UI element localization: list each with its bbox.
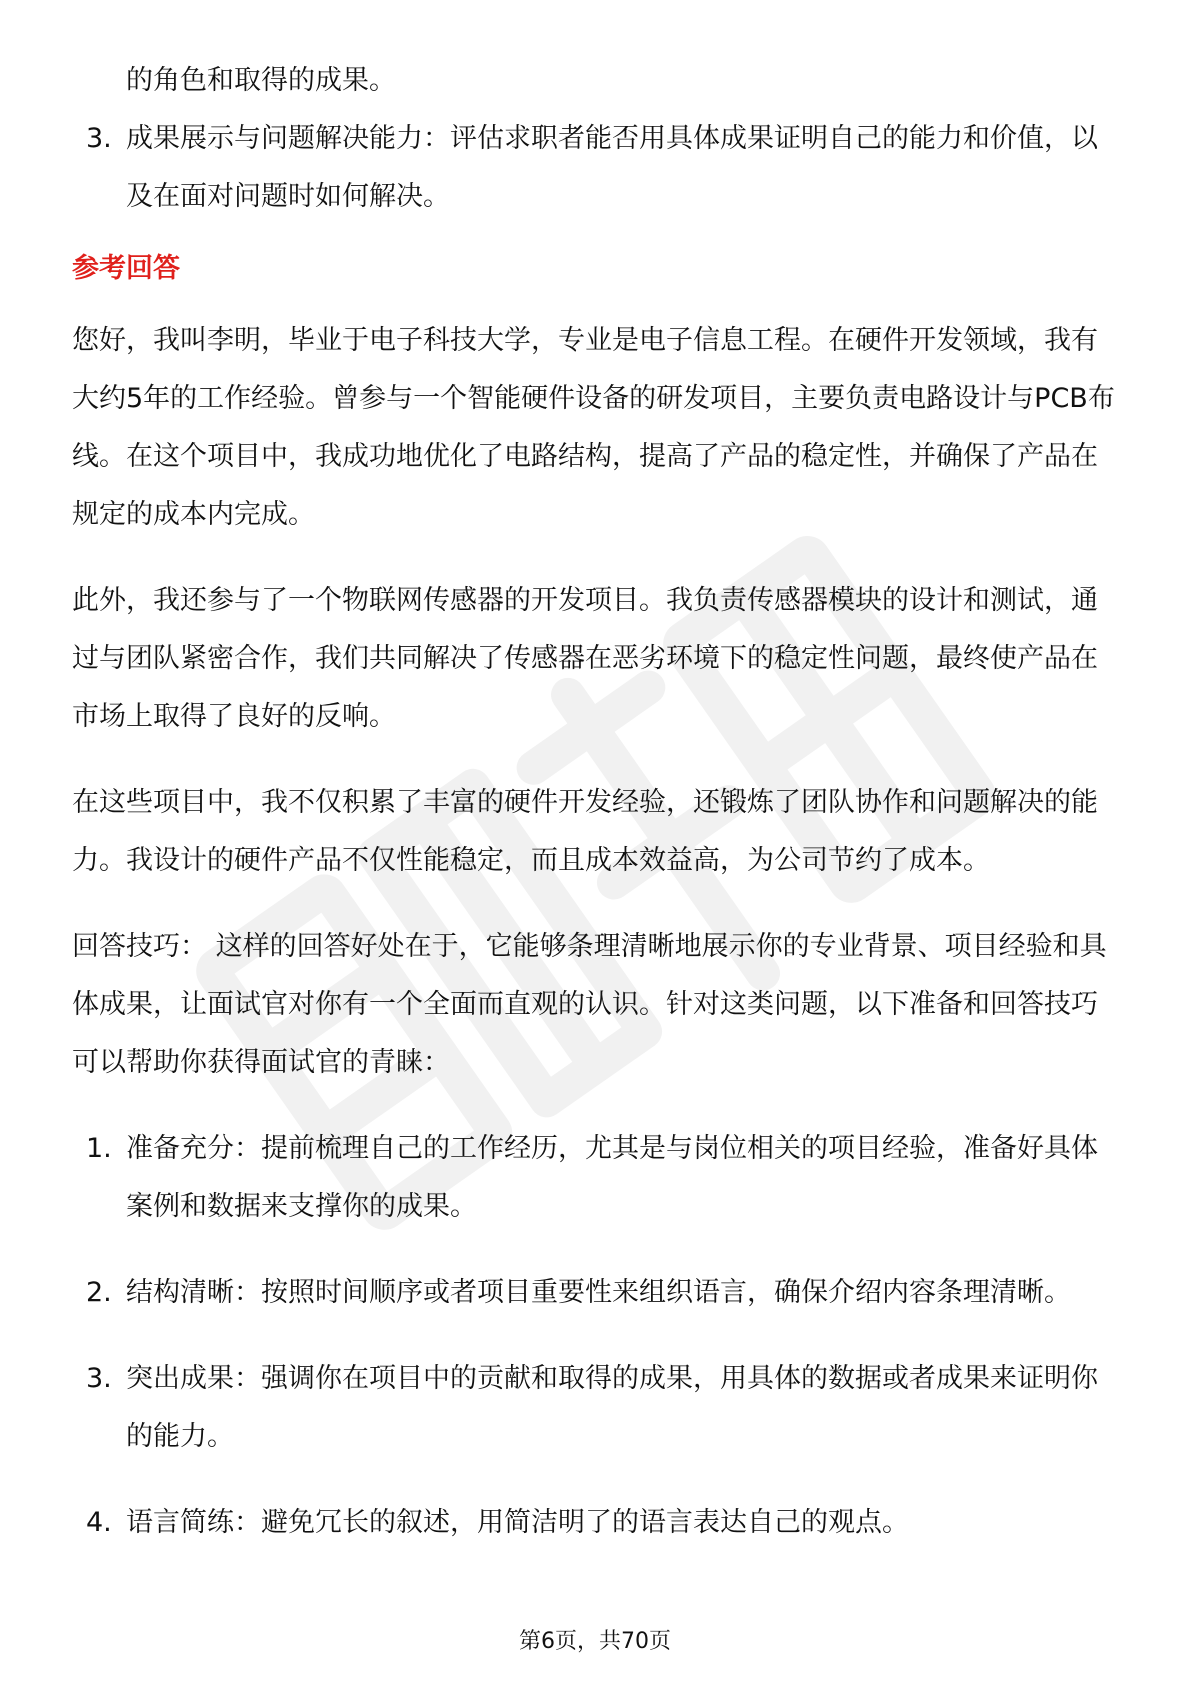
list-item-text: 准备充分：提前梳理自己的工作经历，尤其是与岗位相关的项目经验，准备好具体案例和数据来支撑你的成果。	[126, 1133, 1098, 1222]
list-item-text: 结构清晰：按照时间顺序或者项目重要性来组织语言，确保介绍内容条理清晰。	[126, 1277, 1071, 1308]
list-item-number: 1.	[86, 1133, 112, 1164]
list-item	[72, 1350, 1122, 1466]
main-content	[72, 52, 1122, 1580]
list-item-number: 2.	[86, 1277, 112, 1308]
intro-list	[72, 52, 1122, 226]
page-footer: 第6页，共70页	[519, 1629, 671, 1654]
list-item	[72, 1120, 1122, 1236]
answer-paragraph: 您好，我叫李明，毕业于电子科技大学，专业是电子信息工程。在硬件开发领域，我有大约5年的工作经验。曾参与一个智能硬件设备的研发项目，主要负责电路设计与PCB布线。在这个项目中，我成功地优化了电路结构，提高了产品的稳定性，并确保了产品在规定的成本内完成。	[72, 325, 1115, 530]
list-item-number: 3.	[86, 123, 112, 154]
list-item-number: 4.	[86, 1507, 112, 1538]
list-item	[72, 110, 1122, 226]
list-item	[72, 1264, 1122, 1322]
answer-paragraph: 在这些项目中，我不仅积累了丰富的硬件开发经验，还锻炼了团队协作和问题解决的能力。我设计的硬件产品不仅性能稳定，而且成本效益高，为公司节约了成本。	[72, 787, 1098, 876]
list-item-text: 语言简练：避免冗长的叙述，用简洁明了的语言表达自己的观点。	[126, 1507, 909, 1538]
list-continuation: 的角色和取得的成果。	[126, 65, 396, 96]
list-item	[72, 1494, 1122, 1552]
answer-paragraph: 此外，我还参与了一个物联网传感器的开发项目。我负责传感器模块的设计和测试，通过与团队紧密合作，我们共同解决了传感器在恶劣环境下的稳定性问题，最终使产品在市场上取得了良好的反响。	[72, 585, 1098, 732]
list-item-text: 突出成果：强调你在项目中的贡献和取得的成果，用具体的数据或者成果来证明你的能力。	[126, 1363, 1098, 1452]
list-item-text: 成果展示与问题解决能力：评估求职者能否用具体成果证明自己的能力和价值，以及在面对问题时如何解决。	[126, 123, 1098, 212]
tips-list	[72, 1120, 1122, 1552]
section-title: 参考回答	[72, 253, 180, 284]
list-item-number: 3.	[86, 1363, 112, 1394]
answer-tips-intro: 回答技巧： 这样的回答好处在于，它能够条理清晰地展示你的专业背景、项目经验和具体成果，让面试官对你有一个全面而直观的认识。针对这类问题，以下准备和回答技巧可以帮助你获得面试官的青睐：	[72, 931, 1107, 1078]
